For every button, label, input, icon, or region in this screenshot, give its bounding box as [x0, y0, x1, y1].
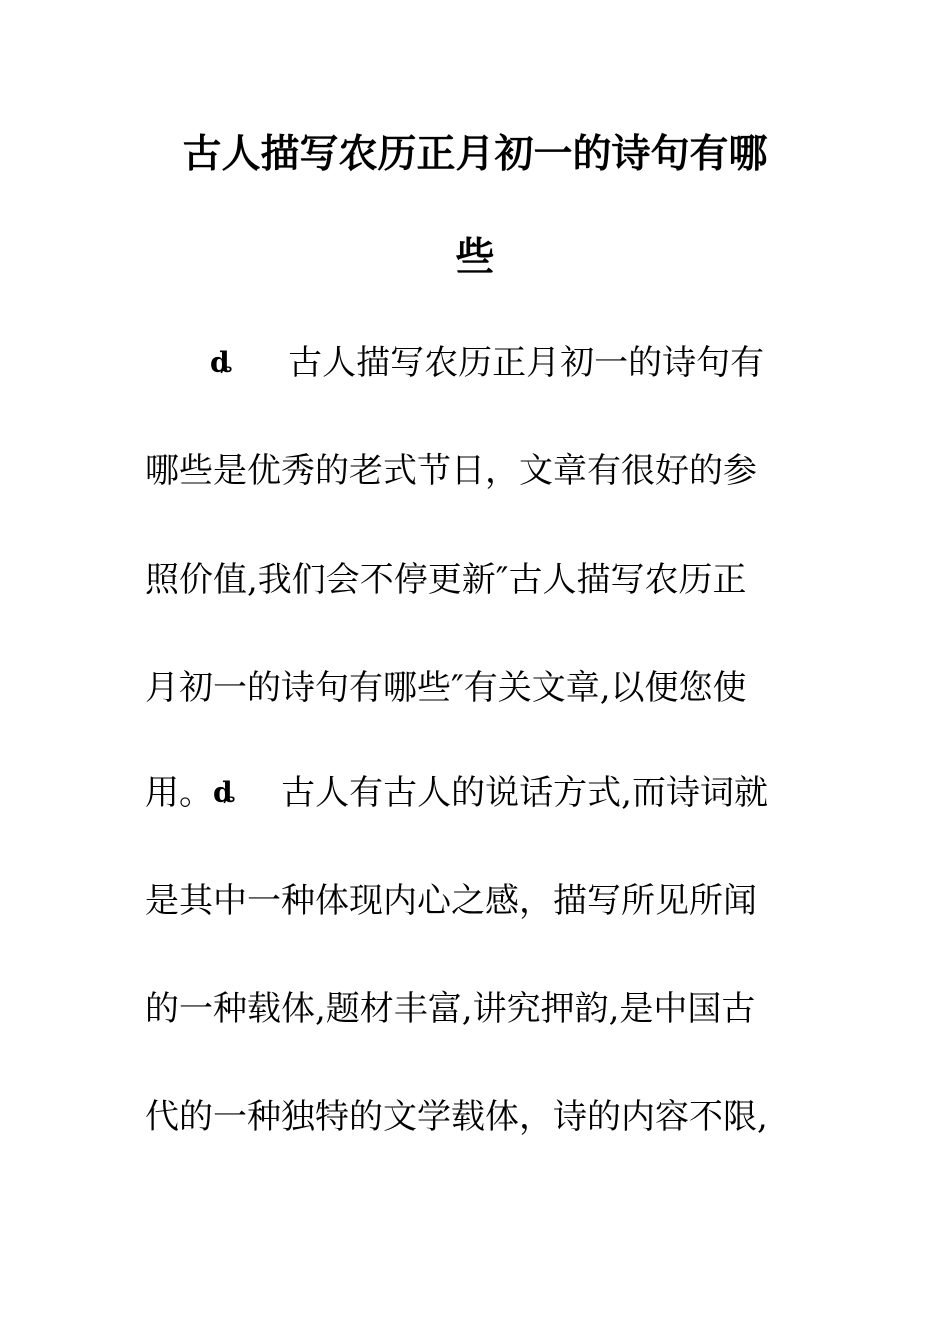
- document-title-line-2: 些: [455, 235, 495, 280]
- document-title-line-1: 古人描写农历正月初一的诗句有哪: [182, 132, 768, 177]
- paragraph-text: 古人有古人的说话方式,而诗词就: [281, 773, 768, 813]
- paragraph-text: 用。: [145, 773, 213, 813]
- paragraph-line-7: 的一种载体,题材丰富,讲究押韵,是中国古: [145, 989, 756, 1029]
- paragraph-line-8: 代的一种独特的文学载体，诗的内容不限,: [145, 1097, 768, 1137]
- paragraph-line-3: 照价值,我们会不停更新″古人描写农历正: [145, 560, 747, 600]
- bullet-glyph-icon: ȡ: [213, 776, 236, 809]
- paragraph-line-5: [145, 773, 800, 813]
- paragraph-line-2: 哪些是优秀的老式节日，文章有很好的参: [145, 451, 757, 491]
- paragraph-line-1: [210, 343, 800, 383]
- paragraph-line-4: 月初一的诗句有哪些″有关文章,以便您使: [145, 668, 747, 708]
- paragraph-line-6: 是其中一种体现内心之感，描写所见所闻: [145, 881, 757, 921]
- bullet-glyph-icon: ȡ: [210, 346, 233, 379]
- paragraph-text: 古人描写农历正月初一的诗句有: [288, 343, 765, 383]
